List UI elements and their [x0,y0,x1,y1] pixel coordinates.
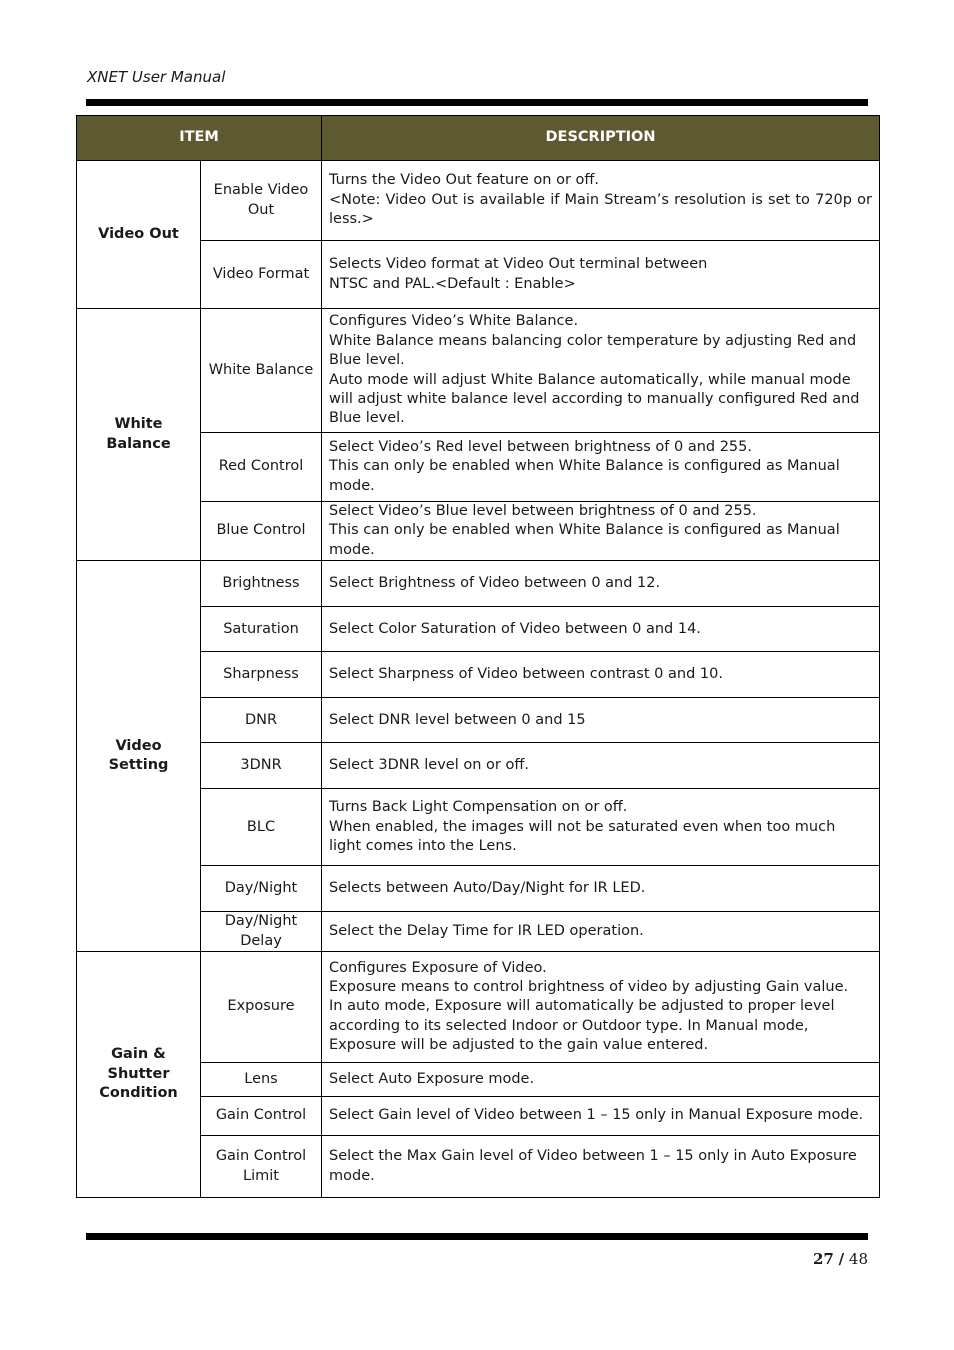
item-label: Saturation [201,607,322,652]
group-label-video-out: Video Out [77,161,201,309]
group-label-video-setting: Video Setting [77,561,201,952]
item-description: Select Sharpness of Video between contrast 0 and 10. [322,652,880,698]
item-label: Exposure [201,952,322,1063]
column-header-item: ITEM [77,116,322,161]
item-label: White Balance [201,309,322,433]
item-description: Select Auto Exposure mode. [322,1063,880,1097]
item-label: Blue Control [201,502,322,561]
page-current: 27 [812,1250,834,1268]
document-header-title: XNET User Manual [87,68,226,86]
item-label: BLC [201,789,322,866]
item-label: Brightness [201,561,322,607]
item-description: Configures Video’s White Balance. White Balance means balancing color temperature by adjusting Red and Blue level. Auto mode will adjust White Balance automatically, while manual mode will adjust white balance level according to manually configured Red and Blue level. [322,309,880,433]
item-description: Turns the Video Out feature on or off. <Note: Video Out is available if Main Stream’s resolution is set to 720p or less.> [322,161,880,241]
group-label-white-balance: White Balance [77,309,201,561]
item-description: Select Video’s Blue level between brightness of 0 and 255. This can only be enabled when White Balance is configured as Manual mode. [322,502,880,561]
item-label: Sharpness [201,652,322,698]
column-header-description: DESCRIPTION [322,116,880,161]
header-rule [86,99,868,106]
table-row [77,161,880,241]
group-label-gain-shutter: Gain & Shutter Condition [77,952,201,1198]
item-description: Select 3DNR level on or off. [322,743,880,789]
item-description: Select the Max Gain level of Video between 1 – 15 only in Auto Exposure mode. [322,1136,880,1198]
item-description: Select Color Saturation of Video between 0 and 14. [322,607,880,652]
item-label: Video Format [201,241,322,309]
settings-table [76,115,880,1198]
item-label: Lens [201,1063,322,1097]
item-label: Gain Control [201,1097,322,1136]
item-description: Select Gain level of Video between 1 – 15 only in Manual Exposure mode. [322,1097,880,1136]
item-description: Select Brightness of Video between 0 and 12. [322,561,880,607]
item-description: Turns Back Light Compensation on or off. When enabled, the images will not be saturated even when too much light comes into the Lens. [322,789,880,866]
item-description: Select Video’s Red level between brightness of 0 and 255. This can only be enabled when White Balance is configured as Manual mode. [322,433,880,502]
page-total: 48 [848,1250,868,1268]
item-description: Select the Delay Time for IR LED operation. [322,912,880,952]
item-label: Gain Control Limit [201,1136,322,1198]
table-row [77,561,880,607]
item-description: Configures Exposure of Video. Exposure means to control brightness of video by adjusting Gain value. In auto mode, Exposure will automatically be adjusted to proper level according to its selected Indoor or Outdoor type. In Manual mode, Exposure will be adjusted to the gain value entered. [322,952,880,1063]
page-separator: / [838,1250,845,1268]
footer-rule [86,1233,868,1240]
table-row [77,952,880,1063]
item-description: Selects Video format at Video Out terminal between NTSC and PAL.<Default : Enable> [322,241,880,309]
table-header-row [77,116,880,161]
item-label: Enable Video Out [201,161,322,241]
item-label: 3DNR [201,743,322,789]
page-number [813,1250,868,1268]
item-description: Selects between Auto/Day/Night for IR LED. [322,866,880,912]
item-label: Red Control [201,433,322,502]
item-label: Day/Night Delay [201,912,322,952]
table-row [77,309,880,433]
item-description: Select DNR level between 0 and 15 [322,698,880,743]
item-label: Day/Night [201,866,322,912]
item-label: DNR [201,698,322,743]
